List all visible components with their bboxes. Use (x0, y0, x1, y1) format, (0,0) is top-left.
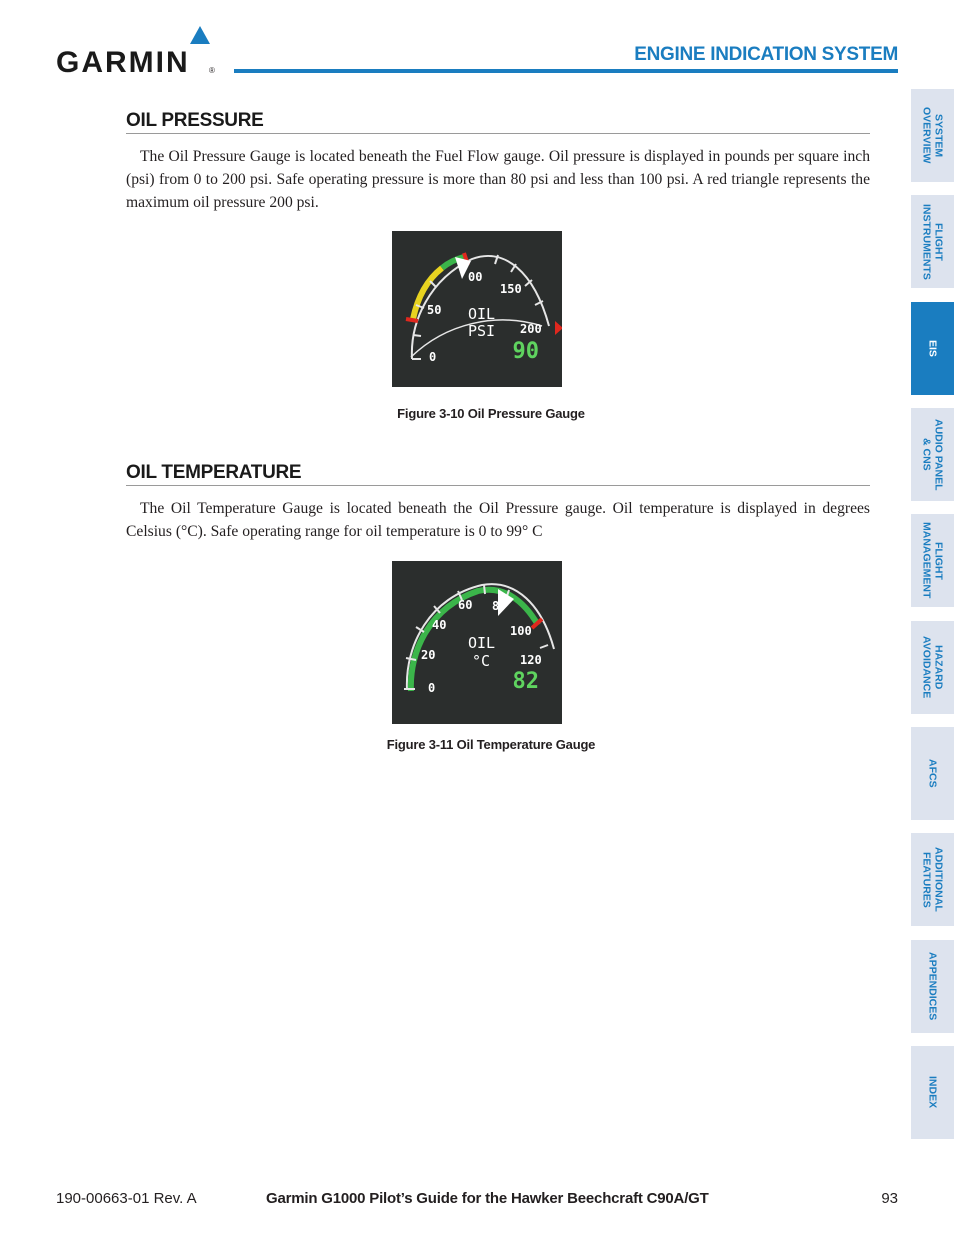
oil-temperature-gauge (392, 561, 562, 724)
garmin-wordmark: GARMIN (56, 46, 190, 79)
oil-temperature-tick-100: 100 (510, 624, 532, 638)
oil-temperature-paragraph: The Oil Temperature Gauge is located beneath the Oil Pressure gauge. Oil temperature is displayed in degrees Celsius (°C). Safe operating range for oil temperature is 0 to 99° C (126, 500, 870, 540)
oil-temperature-tick-40: 40 (432, 618, 447, 632)
footer-title: Garmin G1000 Pilot’s Guide for the Hawker Beechcraft C90A/GT (266, 1190, 709, 1207)
oil-pressure-max-triangle (555, 321, 562, 335)
tab-flight-management[interactable] (911, 514, 954, 607)
oil-pressure-red-low (406, 319, 418, 321)
footer-doc-number: 190-00663-01 Rev. A (56, 1190, 197, 1207)
tab-label: SYSTEM OVERVIEW (920, 107, 945, 164)
tab-system-overview[interactable] (911, 89, 954, 182)
garmin-logo (56, 26, 218, 79)
oil-temperature-heading: OIL TEMPERATURE (126, 462, 870, 486)
garmin-triangle-icon (190, 26, 210, 44)
oil-pressure-caption: Figure 3-10 Oil Pressure Gauge (397, 406, 585, 421)
footer-page-number: 93 (881, 1190, 898, 1207)
tab-eis[interactable] (911, 302, 954, 395)
oil-pressure-tick-0: 0 (429, 350, 437, 364)
tab-label: INDEX (926, 1076, 939, 1109)
tab-label: ADDITIONAL FEATURES (920, 847, 945, 912)
oil-temperature-tick-20: 20 (421, 648, 436, 662)
tab-flight-instruments[interactable] (911, 195, 954, 288)
tab-appendices[interactable] (911, 940, 954, 1033)
tab-label: AUDIO PANEL & CNS (920, 418, 945, 491)
side-tabs (911, 0, 954, 1235)
oil-pressure-label-oil: OIL (468, 305, 496, 323)
oil-temperature-tick-80: 8 (492, 599, 500, 613)
oil-temperature-label-unit: °C (472, 652, 491, 670)
oil-temperature-caption: Figure 3-11 Oil Temperature Gauge (386, 737, 596, 752)
oil-pressure-gauge-figure (392, 231, 562, 387)
oil-pressure-tick-150: 150 (500, 282, 522, 296)
section-title: ENGINE INDICATION SYSTEM (634, 44, 898, 65)
oil-pressure-paragraph: The Oil Pressure Gauge is located beneath the Fuel Flow gauge. Oil pressure is displayed in pounds per square inch (psi) from 0 to 200 psi. Safe operating pressure is more than 80 psi and less than 100 psi. A red triangle represents the maximum oil pressure 200 psi. (126, 148, 870, 211)
oil-pressure-heading: OIL PRESSURE (126, 110, 870, 134)
tab-label: AFCS (926, 759, 939, 788)
tab-additional-features[interactable] (911, 833, 954, 926)
oil-temperature-label-oil: OIL (468, 634, 496, 652)
oil-pressure-tick-200: 200 (520, 322, 542, 336)
tab-hazard-avoidance[interactable] (911, 621, 954, 714)
oil-pressure-label-psi: PSI (468, 322, 496, 340)
oil-temperature-tick-60: 60 (458, 598, 473, 612)
oil-temperature-readout: 82 (512, 669, 539, 694)
oil-pressure-readout: 90 (512, 339, 539, 364)
tab-label: EIS (926, 340, 939, 357)
oil-pressure-gauge (392, 231, 562, 387)
tab-index[interactable] (911, 1046, 954, 1139)
tab-label: APPENDICES (926, 952, 939, 1021)
tab-audio-panel-cns[interactable] (911, 408, 954, 501)
registered-mark: ® (209, 66, 215, 75)
oil-temperature-gauge-figure (392, 561, 562, 724)
header-rule (234, 69, 898, 73)
oil-pressure-tick-100: 00 (468, 270, 483, 284)
tab-label: HAZARD AVOIDANCE (920, 636, 945, 699)
tab-label: FLIGHT MANAGEMENT (920, 522, 945, 599)
oil-temperature-tick-0: 0 (428, 681, 436, 695)
oil-pressure-tick-50: 50 (427, 303, 442, 317)
tab-afcs[interactable] (911, 727, 954, 820)
tab-label: FLIGHT INSTRUMENTS (920, 203, 945, 280)
oil-temperature-tick-120: 120 (520, 653, 542, 667)
